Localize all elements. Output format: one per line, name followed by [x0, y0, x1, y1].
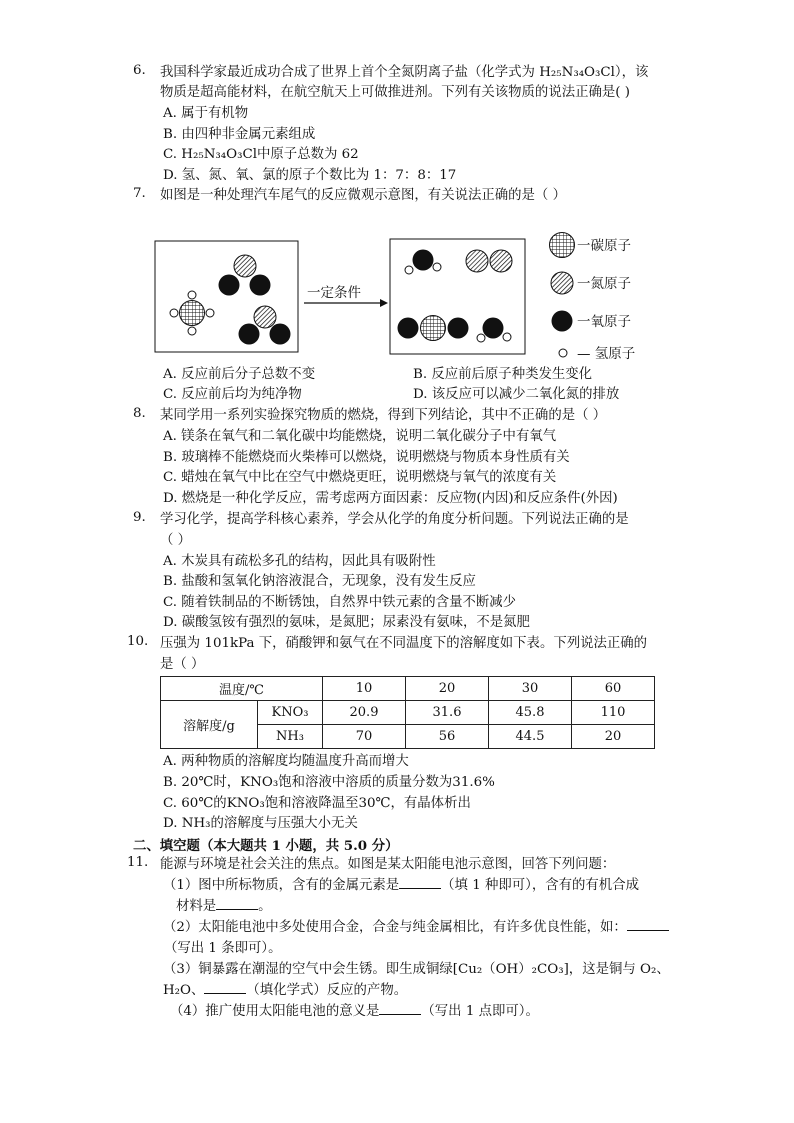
hydrogen-atom [503, 333, 511, 341]
oxygen-atom [219, 275, 240, 296]
q6-option-a: A. 属于有机物 [163, 106, 249, 121]
answer-blank[interactable] [627, 918, 669, 931]
answer-blank[interactable] [379, 1002, 421, 1015]
nitrogen-atom [234, 255, 256, 277]
legend-nitrogen-label: 一氮原子 [577, 276, 631, 292]
value-cell: 56 [406, 725, 489, 749]
q11-part2-line2: （写出 1 条即可）。 [164, 941, 282, 956]
q10-option-a: A. 两种物质的溶解度均随温度升高而增大 [163, 754, 409, 769]
q11-number: 11. [127, 855, 149, 870]
q11-part1-line2 [176, 896, 272, 917]
q11-part1-text-a: （1）图中所标物质，含有的金属元素是 [163, 878, 400, 893]
hydrogen-atom [170, 309, 178, 317]
hydrogen-atom [405, 266, 413, 274]
answer-blank[interactable] [216, 897, 258, 910]
temp-cell: 20 [406, 677, 489, 701]
oxygen-atom [413, 250, 434, 271]
legend-oxygen-icon [552, 311, 573, 332]
value-cell: 44.5 [489, 725, 572, 749]
temp-label-cell: 温度/℃ [161, 677, 323, 701]
arrow-head [380, 299, 388, 307]
oxygen-atom [250, 275, 271, 296]
legend [550, 233, 636, 363]
nitrogen-atom [490, 250, 512, 272]
temp-cell: 60 [572, 677, 655, 701]
table-row [161, 701, 655, 725]
q7-option-b: B. 反应前后原子种类发生变化 [413, 367, 593, 382]
legend-carbon-icon [550, 233, 575, 258]
solubility-table [160, 676, 655, 749]
oxygen-atom [398, 318, 419, 339]
table-header-row [161, 677, 655, 701]
q8-stem: 某同学用一系列实验探究物质的燃烧，得到下列结论，其中不正确的是（ ） [160, 408, 607, 423]
value-cell: 45.8 [489, 701, 572, 725]
hydrogen-atom [188, 327, 196, 335]
oxygen-atom [483, 318, 504, 339]
answer-blank[interactable] [204, 981, 246, 994]
q11-part1-text-c: 材料是 [176, 899, 217, 914]
section-heading: 二、填空题（本大题共 1 小题，共 5.0 分） [133, 838, 399, 854]
legend-hydrogen-label: — 氢原子 [577, 346, 636, 362]
hydrogen-atom [188, 291, 196, 299]
q11-part3-text-b: H₂O、 [163, 983, 205, 998]
q10-option-d: D. NH₃的溶解度与压强大小无关 [163, 816, 358, 831]
q9-option-d: D. 碳酸氢铵有强烈的氨味，是氮肥；尿素没有氨味，不是氮肥 [163, 615, 530, 630]
substance-cell: NH₃ [258, 725, 323, 749]
q8-number: 8. [133, 406, 146, 421]
q6-option-b: B. 由四种非金属元素组成 [163, 127, 316, 142]
hydrogen-atom [477, 334, 485, 342]
oxygen-atom [270, 324, 291, 345]
q8-option-d: D. 燃烧是一种化学反应，需考虑两方面因素：反应物(内因)和反应条件(外因) [163, 491, 618, 506]
q7-option-a: A. 反应前后分子总数不变 [163, 367, 316, 382]
q10-stem-line1: 压强为 101kPa 下，硝酸钾和氨气在不同温度下的溶解度如下表。下列说法正确的 [160, 636, 648, 651]
q7-option-d: D. 该反应可以减少二氧化氮的排放 [413, 387, 620, 402]
q6-option-c: C. H₂₅N₃₄O₃Cl中原子总数为 62 [163, 147, 359, 162]
value-cell: 20 [572, 725, 655, 749]
q10-option-b: B. 20℃时，KNO₃饱和溶液中溶质的质量分数为31.6% [163, 775, 495, 790]
q11-part1-text-b: （填 1 种即可），含有的有机合成 [441, 878, 639, 893]
q9-option-a: A. 木炭具有疏松多孔的结构，因此具有吸附性 [163, 554, 436, 569]
oxygen-atom [239, 324, 260, 345]
q11-part4-line [170, 1001, 539, 1022]
q9-number: 9. [133, 510, 146, 525]
q10-option-c: C. 60℃的KNO₃饱和溶液降温至30℃，有晶体析出 [163, 796, 471, 811]
q11-part2-line1 [163, 917, 669, 938]
q7-stem: 如图是一种处理汽车尾气的反应微观示意图，有关说法正确的是（ ） [160, 188, 566, 203]
arrow-condition-label: 一定条件 [307, 285, 361, 301]
legend-nitrogen-icon [551, 272, 573, 294]
answer-blank[interactable] [399, 876, 441, 889]
q6-stem-line1: 我国科学家最近成功合成了世界上首个全氮阴离子盐（化学式为 H₂₅N₃₄O₃Cl），该 [160, 65, 649, 80]
temp-cell: 10 [323, 677, 406, 701]
q11-stem: 能源与环境是社会关注的焦点。如图是某太阳能电池示意图，回答下列问题： [160, 857, 616, 872]
q6-option-d: D. 氢、氮、氧、氯的原子个数比为 1：7：8：17 [163, 168, 457, 183]
value-cell: 70 [323, 725, 406, 749]
q9-stem-line2: （ ） [160, 533, 192, 548]
q8-option-c: C. 蜡烛在氧气中比在空气中燃烧更旺，说明燃烧与氧气的浓度有关 [163, 470, 557, 485]
q11-part1-line1 [163, 875, 639, 896]
hydrogen-atom [433, 263, 441, 271]
q8-option-b: B. 玻璃棒不能燃烧而火柴棒可以燃烧，说明燃烧与物质本身性质有关 [163, 450, 570, 465]
q7-option-c: C. 反应前后均为纯净物 [163, 387, 302, 402]
legend-carbon-label: 一碳原子 [577, 238, 631, 254]
q11-part3-line2 [163, 980, 407, 1001]
nitrogen-atom [466, 250, 488, 272]
nitrogen-atom [254, 306, 276, 328]
substance-cell: KNO₃ [258, 701, 323, 725]
q11-part3-text-c: （填化学式）反应的产物。 [246, 983, 408, 998]
q11-part4-text-a: （4）推广使用太阳能电池的意义是 [170, 1004, 380, 1019]
q11-part2-text-a: （2）太阳能电池中多处使用合金，合金与纯金属相比，有许多优良性能，如： [163, 920, 627, 935]
q10-number: 10. [127, 634, 149, 649]
q9-option-c: C. 随着铁制品的不断锈蚀，自然界中铁元素的含量不断减少 [163, 595, 517, 610]
q8-option-a: A. 镁条在氧气和二氧化碳中均能燃烧，说明二氧化碳分子中有氧气 [163, 429, 557, 444]
value-cell: 20.9 [323, 701, 406, 725]
q9-option-b: B. 盐酸和氢氧化钠溶液混合，无现象，没有发生反应 [163, 574, 476, 589]
q11-part3-line1: （3）铜暴露在潮湿的空气中会生锈。即生成铜绿[Cu₂（OH）₂CO₃]，这是铜与 O₂、 [163, 962, 670, 977]
legend-hydrogen-icon [559, 349, 567, 357]
q11-part1-text-d: 。 [258, 899, 272, 914]
q6-stem-line2: 物质是超高能材料，在航空航天上可做推进剂。下列有关该物质的说法正确是( ) [160, 85, 630, 100]
temp-cell: 30 [489, 677, 572, 701]
q10-stem-line2: 是（ ） [160, 657, 205, 672]
carbon-atom [180, 301, 205, 326]
q7-number: 7. [133, 186, 146, 201]
hydrogen-atom [206, 309, 214, 317]
carbon-atom [421, 316, 446, 341]
oxygen-atom [448, 318, 469, 339]
q11-part4-text-b: （写出 1 点即可）。 [421, 1004, 539, 1019]
q6-number: 6. [133, 63, 146, 78]
legend-oxygen-label: 一氧原子 [577, 314, 631, 330]
reaction-diagram [150, 232, 650, 362]
q9-stem-line1: 学习化学，提高学科核心素养，学会从化学的角度分析问题。下列说法正确的是 [160, 512, 629, 527]
value-cell: 31.6 [406, 701, 489, 725]
value-cell: 110 [572, 701, 655, 725]
solubility-label-cell: 溶解度/g [161, 701, 258, 749]
